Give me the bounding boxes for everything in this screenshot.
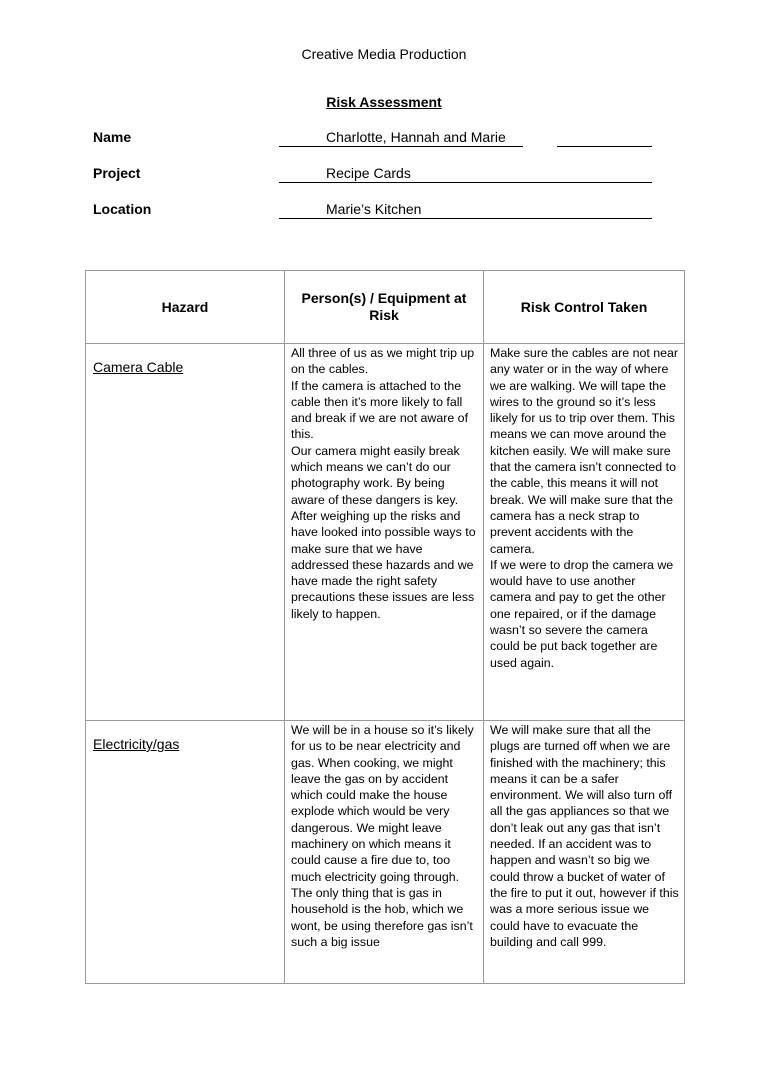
name-field [279, 129, 652, 147]
header-persons-at-risk: Person(s) / Equipment at Risk [285, 271, 484, 344]
persons-paragraph: We will be in a house so it’s likely for us to be near electricity and gas. When cooking, we might leave the gas on by accident which could make the house explode which would be very dangerous. We might leave machinery on which means it could cause a fire due to, too much electricity going through. [291, 723, 474, 884]
risk-table [85, 270, 685, 984]
project-field [279, 165, 652, 183]
control-paragraph: Make sure the cables are not near any water or in the way of where we are walking. We will tape the wires to the ground so it’s less likely for us to trip over them. This means we can move around the kitchen easily. We will make sure that the camera isn’t connected to the cable, this means it will not break. We will make sure that the camera has a neck strap to prevent accidents with the camera. [490, 346, 679, 556]
persons-paragraph: Our camera might easily break which means we can’t do our photography work. By being aware of these dangers is key. [291, 443, 460, 507]
persons-paragraph: After weighing up the risks and have looked into possible ways to make sure that we have addressed these hazards and we have made the right safety precautions these issues are less likely to happen. [291, 508, 476, 621]
header-hazard: Hazard [86, 271, 285, 344]
control-cell [484, 344, 685, 721]
name-label: Name [93, 129, 132, 145]
subject-heading: Creative Media Production [301, 46, 467, 62]
location-label: Location [93, 201, 152, 217]
persons-paragraph: The only thing that is gas in household is the hob, which we wont, be using therefore gas isn’t such a big issue [291, 885, 473, 949]
project-value: Recipe Cards [326, 165, 411, 181]
persons-paragraph: All three of us as we might trip up on the cables. [291, 346, 475, 377]
control-paragraph: If we were to drop the camera we would have to use another camera and pay to get the other one repaired, or if the damage wasn’t so severe the camera could be put back together are used again. [490, 557, 674, 670]
hazard-cell [86, 721, 285, 984]
hazard-name: Electricity/gas [93, 736, 180, 752]
hazard-cell [86, 344, 285, 721]
location-value: Marie’s Kitchen [326, 201, 422, 217]
project-label: Project [93, 165, 141, 181]
location-field [279, 201, 652, 219]
name-value: Charlotte, Hannah and Marie [326, 129, 506, 145]
persons-cell [285, 721, 484, 984]
control-cell [484, 721, 685, 984]
header-risk-control: Risk Control Taken [484, 271, 685, 344]
persons-paragraph: If the camera is attached to the cable then it’s more likely to fall and break if we are not aware of this. [291, 378, 469, 442]
table-row [86, 344, 685, 721]
hazard-name: Camera Cable [93, 359, 184, 375]
table-row [86, 721, 685, 984]
persons-cell [285, 344, 484, 721]
control-paragraph: We will make sure that all the plugs are turned off when we are finished with the machinery; this means it can be a safer environment. We will also turn off all the gas appliances so that we don’t leak out any gas that isn’t needed. If an accident was to happen and wasn’t so big we could throw a bucket of water of the fire to put it out, however if this was a more serious issue we could have to evacuate the building and call 999. [490, 723, 679, 949]
table-header-row [86, 271, 685, 344]
document-title: Risk Assessment [326, 94, 442, 110]
